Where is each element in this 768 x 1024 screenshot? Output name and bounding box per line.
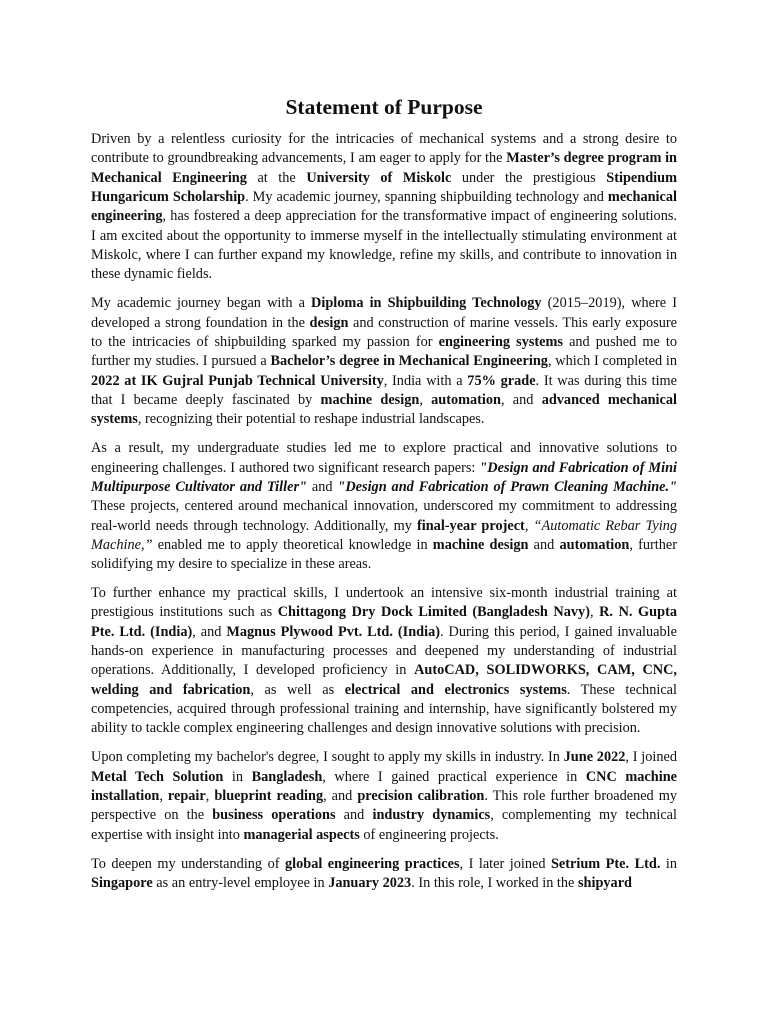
text-run: in [223, 768, 252, 785]
text-run: These projects, centered around mechanical innovation, underscored my commitment to addressing real-world needs through technology. Additionally, my [91, 498, 677, 534]
text-run: . It was during this time that I became deeply fascinated by [91, 372, 678, 408]
emphasized-text: Bangladesh [251, 768, 323, 785]
text-run: , which I completed in [547, 353, 677, 370]
text-run: , and [323, 788, 358, 804]
text-run: enabled me to apply theoretical knowledge in [152, 536, 433, 553]
emphasized-text: industry dynamics [372, 807, 491, 824]
emphasized-text: Metal Tech Solution [91, 768, 224, 785]
text-run: as an entry-level employee in [152, 874, 329, 891]
text-run: and [306, 478, 338, 495]
emphasized-text: managerial aspects [243, 826, 360, 843]
emphasized-text: Stipendium Hungaricum Scholarship [91, 169, 677, 206]
emphasized-text: "Design and Fabrication of Mini Multipurpose Cultivator and Tiller" [91, 459, 677, 495]
emphasized-text: 75% grade [467, 372, 536, 389]
emphasized-text: machine design [320, 391, 420, 408]
emphasized-text: “Automatic Rebar Tying Machine,” [91, 517, 677, 553]
text-run: , has fostered a deep appreciation for the transformative impact of engineering solutions. I am excited about the opportunity to immerse myself in the intellectually stimulating environment at Miskolc, where I can further expand my knowledge, refine my skills, and contribute to innovation in these dynamic fields. [91, 208, 677, 283]
text-run: To deepen my understanding of [91, 855, 285, 872]
text-run: Driven by a relentless curiosity for the intricacies of mechanical systems and a strong desire to contribute to groundbreaking advancements, I am eager to apply for the [91, 131, 677, 167]
emphasized-text: advanced mechanical systems [91, 391, 677, 428]
emphasized-text: automation [559, 536, 630, 553]
emphasized-text: Diploma in Shipbuilding Technology [311, 295, 542, 312]
emphasized-text: Chittagong Dry Dock Limited (Bangladesh Navy) [277, 604, 590, 621]
paragraph-4 [91, 584, 677, 739]
emphasized-text: mechanical engineering [91, 189, 677, 225]
paragraph-6 [91, 855, 677, 894]
text-run: , where I gained practical experience in [322, 768, 586, 785]
text-run: of engineering projects. [359, 826, 499, 843]
text-run: , and [192, 623, 227, 640]
emphasized-text: Bachelor’s degree in Mechanical Engineering [270, 353, 548, 370]
emphasized-text: AutoCAD, SOLIDWORKS, CAM, CNC, welding and fabrication [91, 662, 678, 698]
page-title: Statement of Purpose [285, 95, 483, 119]
text-run: (2015–2019), where I developed a strong foundation in the [91, 295, 677, 331]
emphasized-text: University of Miskolc [306, 169, 452, 186]
text-run: . My academic journey, spanning shipbuilding technology and [245, 189, 608, 206]
emphasized-text: final-year project [416, 517, 525, 534]
text-run: , [589, 604, 600, 621]
emphasized-text: automation [431, 391, 502, 408]
paragraph-3 [91, 439, 677, 574]
text-run: , I later joined [459, 855, 551, 872]
text-run: and [528, 536, 560, 553]
text-run: , and [501, 391, 542, 408]
emphasized-text: global engineering practices [284, 855, 460, 872]
emphasized-text: engineering systems [438, 333, 563, 350]
text-run: , further solidifying my desire to specialize in these areas. [91, 536, 678, 573]
emphasized-text: January 2023 [328, 874, 412, 891]
emphasized-text: machine design [432, 536, 529, 553]
text-run: My academic journey began with a [91, 295, 312, 312]
emphasized-text: repair [167, 788, 206, 804]
emphasized-text: R. N. Gupta Pte. Ltd. (India) [91, 604, 677, 640]
text-run: at the [246, 169, 307, 186]
emphasized-text: CNC machine installation [91, 768, 677, 804]
text-run: , recognizing their potential to reshape industrial landscapes. [137, 411, 485, 428]
text-run: , [159, 788, 168, 804]
text-run: , I joined [625, 749, 677, 766]
emphasized-text: Singapore [91, 874, 153, 891]
text-run: To further enhance my practical skills, I undertook an intensive six-month industrial training at prestigious institutions such as [91, 585, 677, 621]
text-run: , [524, 517, 534, 534]
text-run: . This role further broadened my perspective on the [91, 788, 677, 824]
document-body [91, 130, 677, 893]
text-run: . During this period, I gained invaluable hands-on experience in manufacturing processes and deepened my understanding of industrial operations. Additionally, I developed proficiency in [91, 623, 677, 679]
text-run: and construction of marine vessels. This early exposure to the intricacies of shipbuilding sparked my passion for [91, 314, 677, 350]
emphasized-text: Magnus Plywood Pvt. Ltd. (India) [226, 623, 441, 640]
emphasized-text: June 2022 [563, 749, 626, 766]
emphasized-text: "Design and Fabrication of Prawn Cleaning Machine." [337, 478, 678, 495]
text-run: , complementing my technical expertise with insight into [91, 807, 677, 843]
text-run: Upon completing my bachelor's degree, I sought to apply my skills in industry. In [91, 749, 564, 766]
text-run: under the prestigious [451, 169, 607, 186]
emphasized-text: Setrium Pte. Ltd. [550, 855, 661, 872]
text-run: . In this role, I worked in the [411, 874, 578, 891]
text-run: in [660, 855, 678, 872]
emphasized-text: precision calibration [357, 788, 485, 804]
emphasized-text: electrical and electronics systems [344, 681, 567, 698]
paragraph-5 [91, 748, 677, 845]
emphasized-text: blueprint reading [214, 788, 324, 804]
emphasized-text: shipyard [577, 874, 633, 891]
text-run: , [419, 391, 432, 408]
emphasized-text: business operations [212, 807, 336, 824]
text-run: , India with a [383, 372, 468, 389]
paragraph-2 [91, 294, 677, 429]
emphasized-text: Master’s degree program in Mechanical Engineering [91, 150, 677, 186]
text-run: , as well as [250, 681, 345, 698]
text-run: and [335, 807, 373, 824]
text-run: and pushed me to further my studies. I pursued a [91, 333, 677, 370]
text-run: , [205, 788, 215, 804]
emphasized-text: design [309, 314, 349, 331]
paragraph-1 [91, 130, 677, 285]
emphasized-text: 2022 at IK Gujral Punjab Technical University [91, 372, 384, 389]
text-run: As a result, my undergraduate studies led me to explore practical and innovative solutions to engineering challenges. I authored two significant research papers: [91, 440, 677, 476]
text-run: . These technical competencies, acquired through professional training and internship, have significantly bolstered my ability to tackle complex engineering challenges and design innovative solutions with precision. [91, 681, 677, 737]
